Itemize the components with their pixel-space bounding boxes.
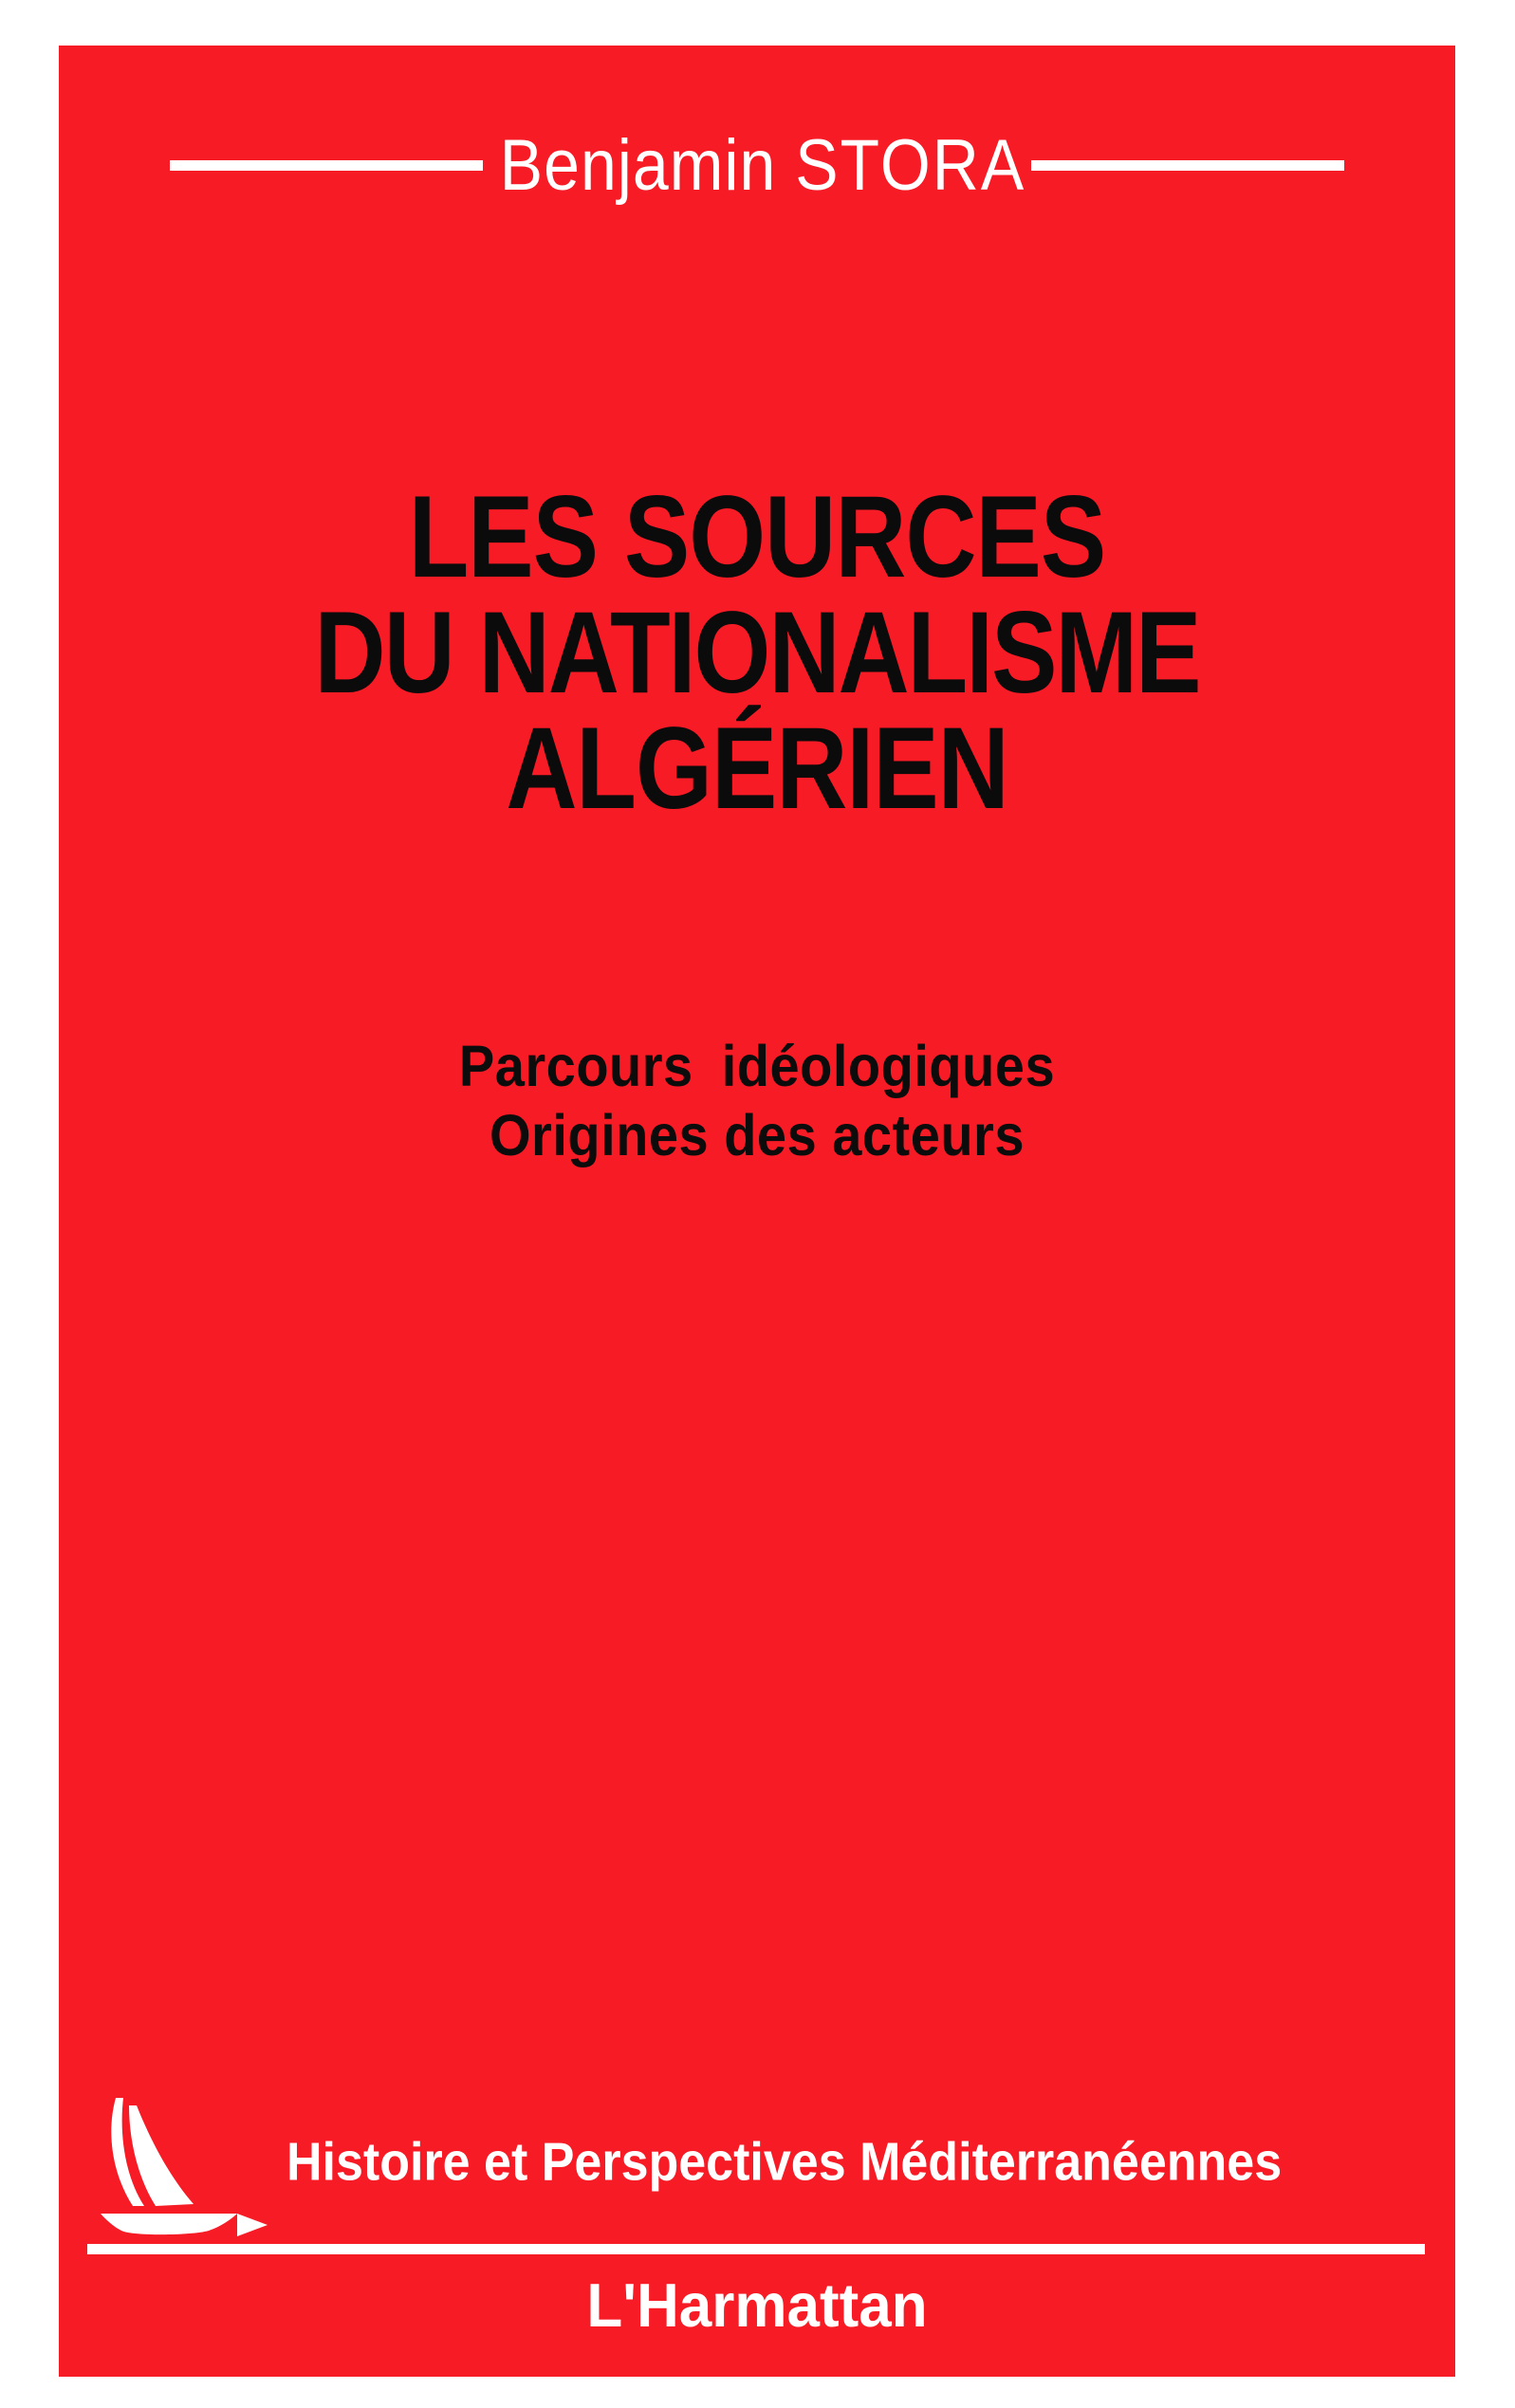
subtitle-line-1: Parcours idéologiques (458, 1032, 1056, 1099)
publisher-name: L'Harmattan (586, 2271, 928, 2341)
author-first-name: Benjamin (499, 124, 777, 206)
author-name (500, 123, 1025, 206)
publisher-rule (87, 2244, 1425, 2254)
title-line-3: ALGÉRIEN (506, 704, 1008, 835)
book-subtitle (59, 1032, 1455, 1170)
subtitle-line-2: Origines des acteurs (489, 1101, 1025, 1167)
author-last-name: STORA (795, 124, 1026, 206)
author-rule-right (1031, 160, 1344, 171)
series-band (59, 2083, 1455, 2255)
author-rule-left (170, 160, 483, 171)
title-line-2: DU NATIONALISME (314, 588, 1200, 719)
book-title (59, 472, 1455, 835)
series-title: Histoire et Perspectives Méditerranéennes (286, 2132, 1283, 2193)
author-line (59, 119, 1455, 211)
book-cover (59, 46, 1455, 2377)
title-line-1: LES SOURCES (408, 472, 1106, 603)
sailboat-logo (95, 2092, 270, 2258)
